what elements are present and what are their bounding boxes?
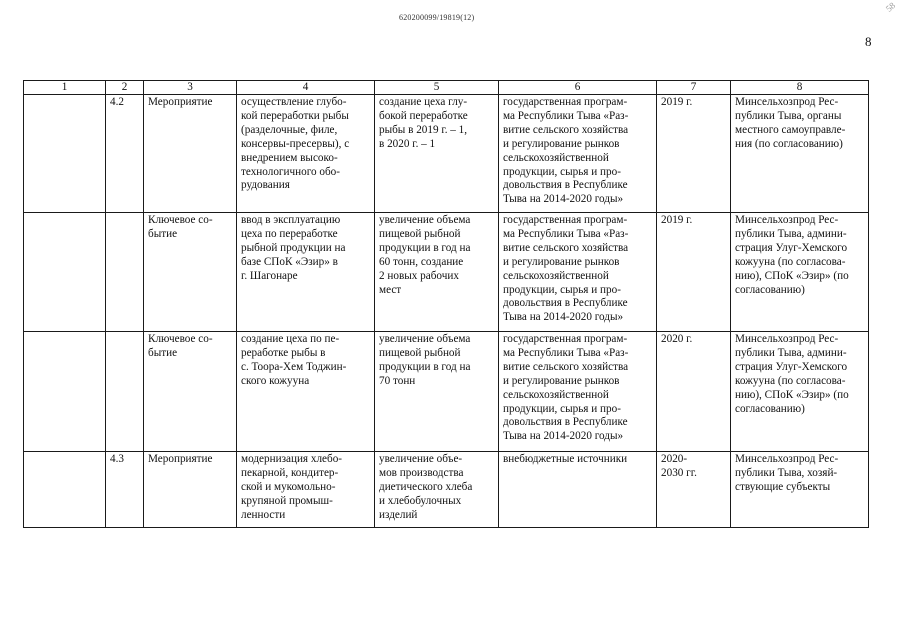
cell-line: рыбы в 2019 г. – 1, — [379, 123, 468, 136]
cell-line: публики Тыва, админи- — [735, 227, 847, 240]
cell-line: довольствия в Республике — [503, 297, 628, 310]
cell-line: 2 новых рабочих — [379, 269, 459, 282]
cell-line: Мероприятие — [148, 96, 213, 108]
cell-line: мов производства — [379, 466, 464, 479]
corner-handwritten-mark: 58 — [883, 0, 898, 14]
cell-line: рыбной продукции на — [241, 241, 346, 254]
item-content — [237, 95, 375, 213]
cell-line: пищевой рыбной — [379, 227, 461, 240]
page-number: 8 — [865, 34, 872, 49]
column-header: 5 — [375, 81, 499, 95]
cell-line: мест — [379, 283, 402, 296]
cell-line: витие сельского хозяйства — [503, 360, 629, 373]
cell-line: цеха по переработке — [241, 227, 338, 240]
cell-line: страция Улуг-Хемского — [735, 360, 848, 373]
cell-line: продукции в год на — [379, 241, 471, 254]
funding-source — [499, 95, 657, 213]
column-header: 7 — [657, 81, 731, 95]
cell-line: местного самоуправле- — [735, 123, 846, 136]
item-type — [144, 452, 237, 528]
cell-line: и регулирование рынков — [503, 255, 620, 268]
cell-line: внебюджетные источники — [503, 453, 628, 465]
cell-line: 2020 г. — [661, 333, 693, 345]
cell-line: и регулирование рынков — [503, 374, 620, 387]
cell-line: бытие — [148, 227, 178, 240]
item-number — [106, 213, 144, 332]
cell-line: консервы-пресервы), с — [241, 137, 350, 150]
cell-line: г. Шагонаре — [241, 269, 298, 282]
table-body — [24, 95, 869, 528]
col1-cell — [24, 213, 106, 332]
expected-result — [375, 452, 499, 528]
cell-line: нию), СПоК «Эзир» (по — [735, 269, 849, 282]
cell-line: внедрением высоко- — [241, 151, 338, 164]
cell-line: в 2020 г. – 1 — [379, 137, 436, 150]
cell-line: Минсельхозпрод Рес- — [735, 96, 839, 108]
cell-line: осуществление глубо- — [241, 96, 347, 108]
cell-line: диетического хлеба — [379, 480, 473, 493]
cell-line: реработке рыбы в — [241, 346, 326, 359]
cell-line: 2020- — [661, 453, 688, 465]
cell-line: Минсельхозпрод Рес- — [735, 214, 839, 226]
item-type — [144, 332, 237, 452]
cell-line: увеличение объема — [379, 214, 471, 226]
item-number — [106, 332, 144, 452]
funding-source — [499, 213, 657, 332]
cell-line: создание цеха по пе- — [241, 333, 340, 345]
cell-line: кой переработки рыбы — [241, 109, 349, 122]
cell-line: публики Тыва, админи- — [735, 346, 847, 359]
expected-result — [375, 95, 499, 213]
column-header: 4 — [237, 81, 375, 95]
cell-line: ввод в эксплуатацию — [241, 214, 341, 226]
cell-line: Минсельхозпрод Рес- — [735, 453, 839, 465]
table-row — [24, 95, 869, 213]
item-type — [144, 95, 237, 213]
cell-line: государственная програм- — [503, 214, 628, 226]
cell-line: Минсельхозпрод Рес- — [735, 333, 839, 345]
cell-line: публики Тыва, органы — [735, 109, 842, 122]
cell-line: ской и мукомольно- — [241, 480, 336, 493]
responsible-party — [731, 332, 869, 452]
document-id: 620200099/19819(12) — [399, 13, 475, 22]
cell-line: Ключевое со- — [148, 333, 213, 345]
cell-line: ского кожууна — [241, 374, 310, 387]
funding-source — [499, 332, 657, 452]
column-header: 8 — [731, 81, 869, 95]
cell-line: и регулирование рынков — [503, 137, 620, 150]
cell-line: базе СПоК «Эзир» в — [241, 255, 338, 268]
cell-line: кожууна (по согласова- — [735, 374, 846, 387]
item-content — [237, 213, 375, 332]
completion-date — [657, 332, 731, 452]
item-number: 4.2 — [106, 95, 144, 213]
cell-line: увеличение объе- — [379, 453, 463, 465]
cell-line: ния (по согласованию) — [735, 137, 843, 150]
cell-line: создание цеха глу- — [379, 96, 468, 108]
cell-line: изделий — [379, 508, 418, 521]
cell-line: 2030 гг. — [661, 466, 697, 479]
cell-line: кожууна (по согласова- — [735, 255, 846, 268]
cell-line: нию), СПоК «Эзир» (по — [735, 388, 849, 401]
item-number: 4.3 — [106, 452, 144, 528]
cell-line: Тыва на 2014-2020 годы» — [503, 430, 624, 443]
cell-line: увеличение объема — [379, 333, 471, 345]
cell-line: пищевой рыбной — [379, 346, 461, 359]
table-row — [24, 213, 869, 332]
col1-cell — [24, 95, 106, 213]
column-header: 2 — [106, 81, 144, 95]
cell-line: сельскохозяйственной — [503, 151, 609, 164]
cell-line: крупяной промыш- — [241, 494, 333, 507]
cell-line: сельскохозяйственной — [503, 269, 609, 282]
cell-line: рудования — [241, 179, 290, 192]
cell-line: ствующие субъекты — [735, 480, 831, 493]
cell-line: с. Тоора-Хем Тоджин- — [241, 360, 347, 373]
action-plan-table — [23, 80, 869, 528]
cell-line: Тыва на 2014-2020 годы» — [503, 311, 624, 324]
cell-line: бытие — [148, 346, 178, 359]
item-content — [237, 452, 375, 528]
cell-line: технологичного обо- — [241, 165, 340, 178]
table-row — [24, 452, 869, 528]
cell-line: витие сельского хозяйства — [503, 241, 629, 254]
cell-line: продукции, сырья и про- — [503, 165, 621, 178]
col1-cell — [24, 332, 106, 452]
cell-line: витие сельского хозяйства — [503, 123, 629, 136]
cell-line: 2019 г. — [661, 214, 693, 226]
completion-date — [657, 95, 731, 213]
funding-source — [499, 452, 657, 528]
column-header: 1 — [24, 81, 106, 95]
table-row — [24, 332, 869, 452]
completion-date — [657, 452, 731, 528]
expected-result — [375, 213, 499, 332]
cell-line: государственная програм- — [503, 333, 628, 345]
item-content — [237, 332, 375, 452]
cell-line: 2019 г. — [661, 96, 693, 108]
cell-line: Мероприятие — [148, 453, 213, 465]
expected-result — [375, 332, 499, 452]
cell-line: и хлебобулочных — [379, 494, 462, 507]
cell-line: (разделочные, филе, — [241, 123, 338, 136]
cell-line: ма Республики Тыва «Раз- — [503, 346, 629, 359]
completion-date — [657, 213, 731, 332]
cell-line: согласованию) — [735, 283, 805, 296]
cell-line: сельскохозяйственной — [503, 388, 609, 401]
cell-line: модернизация хлебо- — [241, 453, 343, 465]
item-type — [144, 213, 237, 332]
cell-line: пекарной, кондитер- — [241, 466, 339, 479]
cell-line: государственная програм- — [503, 96, 628, 108]
responsible-party — [731, 452, 869, 528]
column-header: 3 — [144, 81, 237, 95]
responsible-party — [731, 95, 869, 213]
cell-line: продукции, сырья и про- — [503, 283, 621, 296]
cell-line: 60 тонн, создание — [379, 255, 464, 268]
cell-line: ма Республики Тыва «Раз- — [503, 227, 629, 240]
cell-line: Ключевое со- — [148, 214, 213, 226]
cell-line: 70 тонн — [379, 374, 416, 387]
cell-line: публики Тыва, хозяй- — [735, 466, 838, 479]
cell-line: ленности — [241, 508, 286, 521]
cell-line: продукции, сырья и про- — [503, 402, 621, 415]
cell-line: довольствия в Республике — [503, 416, 628, 429]
cell-line: продукции в год на — [379, 360, 471, 373]
responsible-party — [731, 213, 869, 332]
cell-line: ма Республики Тыва «Раз- — [503, 109, 629, 122]
cell-line: согласованию) — [735, 402, 805, 415]
cell-line: довольствия в Республике — [503, 179, 628, 192]
column-number-header-row — [24, 81, 869, 95]
col1-cell — [24, 452, 106, 528]
cell-line: Тыва на 2014-2020 годы» — [503, 193, 624, 206]
cell-line: бокой переработке — [379, 109, 468, 122]
cell-line: страция Улуг-Хемского — [735, 241, 848, 254]
column-header: 6 — [499, 81, 657, 95]
